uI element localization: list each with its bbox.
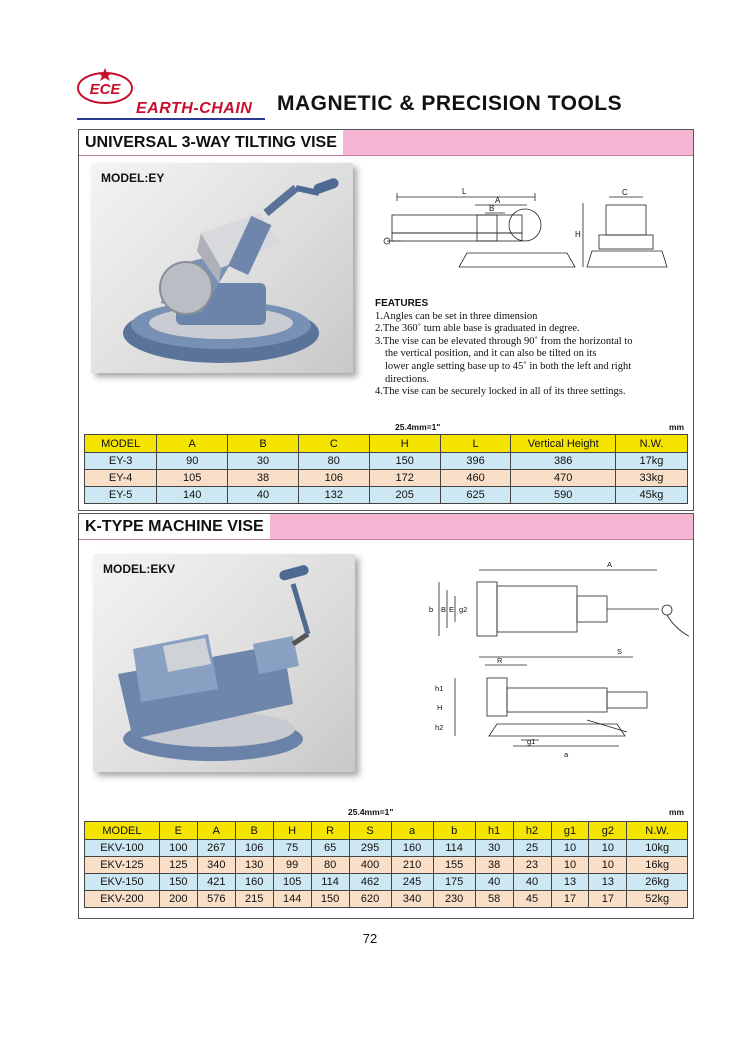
table-cell: 105 bbox=[157, 470, 228, 487]
page-title: MAGNETIC & PRECISION TOOLS bbox=[277, 92, 623, 115]
table-cell: 340 bbox=[391, 891, 433, 908]
feature-item: 4.The vise can be securely locked in all of its three settings. bbox=[375, 386, 626, 398]
table-cell: 150 bbox=[311, 891, 349, 908]
table-cell: 13 bbox=[589, 874, 627, 891]
table-cell: EKV-200 bbox=[85, 891, 160, 908]
table-cell: 114 bbox=[311, 874, 349, 891]
brand-underline bbox=[77, 118, 265, 120]
dim-label-h: H bbox=[575, 230, 581, 239]
table-cell: 99 bbox=[273, 857, 311, 874]
ekv-dimension-diagram bbox=[427, 560, 689, 760]
section-title: K-TYPE MACHINE VISE bbox=[79, 514, 270, 539]
feature-item: 3.The vise can be elevated through 90˚ from the horizontal to bbox=[375, 335, 633, 347]
unit-note: mm bbox=[669, 807, 685, 817]
table-cell: 245 bbox=[391, 874, 433, 891]
page-number: 72 bbox=[362, 931, 378, 946]
column-header: R bbox=[311, 822, 349, 840]
dim-label-h1: h1 bbox=[435, 684, 444, 693]
table-row bbox=[85, 470, 688, 487]
dim-label-h: H bbox=[437, 703, 443, 712]
ey-spec-table bbox=[84, 434, 688, 504]
earth-chain-logo-emblem bbox=[77, 66, 133, 106]
dim-label-a-lower: a bbox=[564, 750, 569, 759]
column-header: MODEL bbox=[85, 435, 157, 453]
table-cell: 144 bbox=[273, 891, 311, 908]
table-cell: 150 bbox=[159, 874, 197, 891]
table-cell: 17 bbox=[589, 891, 627, 908]
table-cell: 40 bbox=[228, 487, 299, 504]
table-cell: 155 bbox=[433, 857, 475, 874]
table-cell: 462 bbox=[349, 874, 391, 891]
table-cell: 33kg bbox=[615, 470, 687, 487]
scale-note: 25.4mm=1" bbox=[395, 422, 441, 432]
dim-label-a-upper: A bbox=[607, 560, 613, 569]
table-cell: 396 bbox=[440, 453, 511, 470]
table-cell: 620 bbox=[349, 891, 391, 908]
table-cell: EKV-150 bbox=[85, 874, 160, 891]
table-cell: EY-5 bbox=[85, 487, 157, 504]
table-cell: 200 bbox=[159, 891, 197, 908]
table-cell: 30 bbox=[475, 840, 513, 857]
dim-label-l: L bbox=[462, 187, 467, 196]
column-header: N.W. bbox=[627, 822, 688, 840]
table-cell: 90 bbox=[157, 453, 228, 470]
table-cell: 215 bbox=[235, 891, 273, 908]
table-header-row bbox=[85, 822, 688, 840]
dim-label-b-upper: B bbox=[441, 605, 447, 614]
table-cell: 10 bbox=[551, 840, 589, 857]
table-cell: 205 bbox=[369, 487, 440, 504]
dim-label-a: A bbox=[495, 196, 501, 205]
column-header: N.W. bbox=[615, 435, 687, 453]
features-heading: FEATURES bbox=[375, 298, 429, 309]
feature-item: directions. bbox=[385, 373, 430, 385]
feature-item: 1.Angles can be set in three dimension bbox=[375, 310, 538, 322]
table-cell: 38 bbox=[228, 470, 299, 487]
column-header: H bbox=[273, 822, 311, 840]
table-cell: 40 bbox=[513, 874, 551, 891]
table-cell: 105 bbox=[273, 874, 311, 891]
column-header: MODEL bbox=[85, 822, 160, 840]
table-cell: 132 bbox=[298, 487, 369, 504]
table-cell: 10 bbox=[551, 857, 589, 874]
dim-label-e: E bbox=[449, 605, 455, 614]
table-header-row bbox=[85, 435, 688, 453]
table-cell: 470 bbox=[511, 470, 616, 487]
tilting-vise-illustration bbox=[91, 163, 353, 373]
table-cell: 210 bbox=[391, 857, 433, 874]
column-header: a bbox=[391, 822, 433, 840]
section-title: UNIVERSAL 3-WAY TILTING VISE bbox=[79, 130, 343, 155]
features-list bbox=[375, 298, 695, 399]
table-cell: 13 bbox=[551, 874, 589, 891]
table-cell: 421 bbox=[197, 874, 235, 891]
table-cell: 38 bbox=[475, 857, 513, 874]
table-cell: 25 bbox=[513, 840, 551, 857]
brand-name: EARTH-CHAIN bbox=[136, 100, 253, 117]
section-machine-vise bbox=[78, 513, 694, 919]
feature-item: 2.The 360˚ turn able base is graduated in degree. bbox=[375, 323, 580, 335]
table-cell: 45kg bbox=[615, 487, 687, 504]
table-cell: EKV-100 bbox=[85, 840, 160, 857]
table-cell: 45 bbox=[513, 891, 551, 908]
dim-label-r: R bbox=[497, 656, 503, 665]
table-cell: 160 bbox=[235, 874, 273, 891]
table-cell: 10 bbox=[589, 857, 627, 874]
table-row bbox=[85, 891, 688, 908]
product-photo-ekv bbox=[93, 554, 355, 772]
table-cell: 80 bbox=[311, 857, 349, 874]
table-cell: 30 bbox=[228, 453, 299, 470]
scale-note: 25.4mm=1" bbox=[348, 807, 394, 817]
table-cell: 40 bbox=[475, 874, 513, 891]
table-cell: 10 bbox=[589, 840, 627, 857]
column-header: A bbox=[197, 822, 235, 840]
column-header: g1 bbox=[551, 822, 589, 840]
table-row bbox=[85, 487, 688, 504]
dim-label-h2: h2 bbox=[435, 723, 444, 732]
table-cell: 400 bbox=[349, 857, 391, 874]
table-cell: 590 bbox=[511, 487, 616, 504]
table-cell: 65 bbox=[311, 840, 349, 857]
dim-label-b-lower: b bbox=[429, 605, 434, 614]
dim-label-c: C bbox=[622, 188, 628, 197]
table-cell: 58 bbox=[475, 891, 513, 908]
machine-vise-illustration bbox=[93, 554, 355, 772]
section-tilting-vise bbox=[78, 129, 694, 511]
column-header: S bbox=[349, 822, 391, 840]
unit-note: mm bbox=[669, 422, 685, 432]
column-header: g2 bbox=[589, 822, 627, 840]
table-row bbox=[85, 857, 688, 874]
table-cell: 340 bbox=[197, 857, 235, 874]
feature-item: the vertical position, and it can also be tilted on its bbox=[385, 348, 597, 360]
column-header: H bbox=[369, 435, 440, 453]
column-header: C bbox=[298, 435, 369, 453]
dim-label-s: S bbox=[617, 647, 623, 656]
table-cell: EY-4 bbox=[85, 470, 157, 487]
table-cell: 386 bbox=[511, 453, 616, 470]
table-cell: 230 bbox=[433, 891, 475, 908]
table-row bbox=[85, 874, 688, 891]
column-header: Vertical Height bbox=[511, 435, 616, 453]
logo-letters: ECE bbox=[89, 81, 121, 98]
table-cell: 130 bbox=[235, 857, 273, 874]
dim-label-b: B bbox=[489, 204, 495, 213]
table-row bbox=[85, 840, 688, 857]
ekv-spec-table bbox=[84, 821, 688, 908]
table-cell: 172 bbox=[369, 470, 440, 487]
table-cell: 75 bbox=[273, 840, 311, 857]
table-cell: 150 bbox=[369, 453, 440, 470]
section-title-bar bbox=[79, 130, 693, 156]
table-row bbox=[85, 453, 688, 470]
table-cell: 625 bbox=[440, 487, 511, 504]
table-cell: 16kg bbox=[627, 857, 688, 874]
table-cell: 114 bbox=[433, 840, 475, 857]
dim-label-g1: g1 bbox=[527, 737, 536, 746]
table-cell: 26kg bbox=[627, 874, 688, 891]
table-cell: 106 bbox=[298, 470, 369, 487]
table-cell: 100 bbox=[159, 840, 197, 857]
table-cell: 125 bbox=[159, 857, 197, 874]
table-cell: 267 bbox=[197, 840, 235, 857]
table-cell: 295 bbox=[349, 840, 391, 857]
model-label: MODEL:EKV bbox=[103, 562, 175, 576]
table-cell: 23 bbox=[513, 857, 551, 874]
section-title-bar bbox=[79, 514, 693, 540]
table-cell: 52kg bbox=[627, 891, 688, 908]
table-cell: 106 bbox=[235, 840, 273, 857]
table-cell: 160 bbox=[391, 840, 433, 857]
table-cell: 80 bbox=[298, 453, 369, 470]
column-header: A bbox=[157, 435, 228, 453]
dim-label-g2: g2 bbox=[459, 605, 468, 614]
table-cell: 17 bbox=[551, 891, 589, 908]
table-cell: EKV-125 bbox=[85, 857, 160, 874]
table-cell: 10kg bbox=[627, 840, 688, 857]
column-header: B bbox=[228, 435, 299, 453]
model-label: MODEL:EY bbox=[101, 171, 165, 185]
table-cell: 140 bbox=[157, 487, 228, 504]
column-header: h2 bbox=[513, 822, 551, 840]
table-cell: EY-3 bbox=[85, 453, 157, 470]
ey-dimension-diagram bbox=[377, 185, 689, 280]
table-cell: 576 bbox=[197, 891, 235, 908]
column-header: E bbox=[159, 822, 197, 840]
table-cell: 460 bbox=[440, 470, 511, 487]
table-cell: 175 bbox=[433, 874, 475, 891]
column-header: h1 bbox=[475, 822, 513, 840]
feature-item: lower angle setting base up to 45˚ in both the left and right bbox=[385, 360, 632, 372]
table-cell: 17kg bbox=[615, 453, 687, 470]
column-header: b bbox=[433, 822, 475, 840]
column-header: B bbox=[235, 822, 273, 840]
column-header: L bbox=[440, 435, 511, 453]
product-photo-ey bbox=[91, 163, 353, 373]
